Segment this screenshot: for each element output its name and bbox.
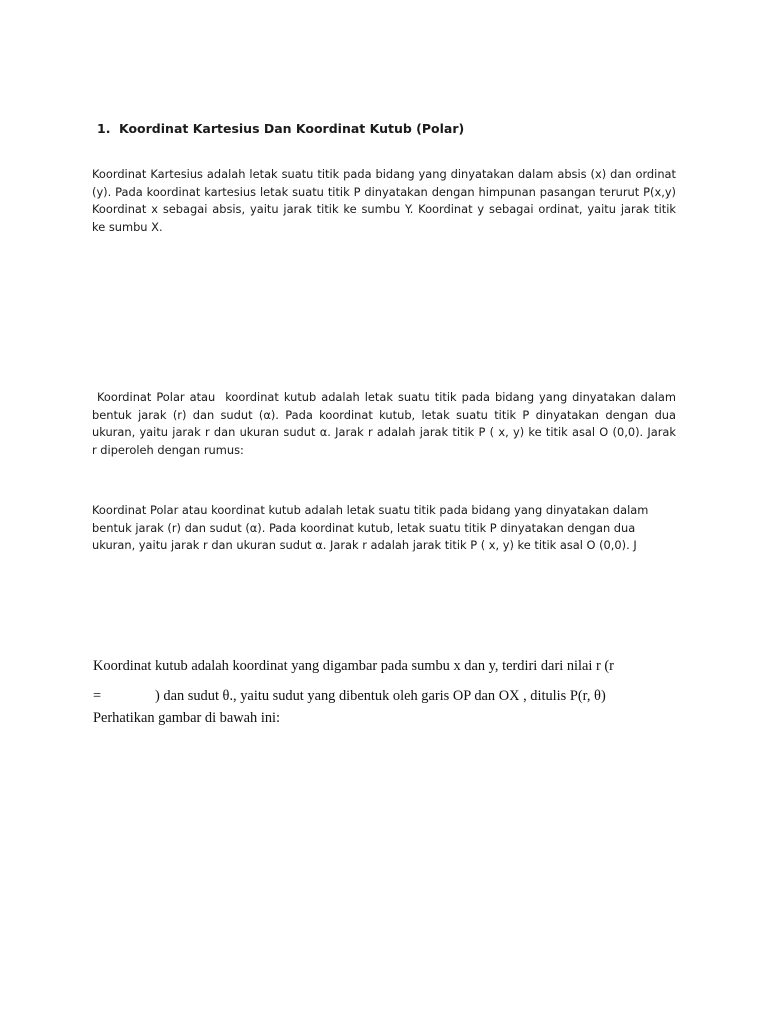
section-title: Koordinat Kartesius Dan Koordinat Kutub (Polar) xyxy=(119,121,465,136)
paragraph-line: Koordinat kutub adalah koordinat yang digambar pada sumbu x dan y, terdiri dari nilai r (r xyxy=(93,658,614,674)
paragraph-line: r diperoleh dengan rumus: xyxy=(92,442,244,457)
paragraph-line: bentuk jarak (r) dan sudut (α). Pada koordinat kutub, letak suatu titik P dinyatakan dengan dua xyxy=(92,520,636,535)
paragraph-line: Koordinat Polar atau koordinat kutub adalah letak suatu titik pada bidang yang dinyatakan dalam xyxy=(92,503,649,517)
paragraph-line: Koordinat Polar atau koordinat kutub adalah letak suatu titik pada bidang yang dinyatakan dalam xyxy=(92,390,676,404)
paragraph-polar-repeat xyxy=(92,502,676,555)
paragraph-line xyxy=(93,688,606,705)
paragraph-line: bentuk jarak (r) dan sudut (α). Pada koordinat kutub, letak suatu titik P dinyatakan dengan dua xyxy=(92,407,676,422)
paragraph-line: ke sumbu X. xyxy=(92,219,163,234)
paragraph-line: ukuran, yaitu jarak r dan ukuran sudut α. Jarak r adalah jarak titik P ( x, y) ke titik asal O (0,0). Jarak xyxy=(92,425,676,439)
equals-sign: = xyxy=(93,688,102,704)
paragraph-cartesian xyxy=(92,166,676,236)
section-number: 1. xyxy=(97,121,111,136)
section-heading xyxy=(97,120,464,138)
paragraph-polar xyxy=(92,389,676,459)
paragraph-line: Perhatikan gambar di bawah ini: xyxy=(93,710,281,726)
paragraph-line-rest: ) dan sudut θ., yaitu sudut yang dibentuk oleh garis OP dan OX , ditulis P(r, θ) xyxy=(155,688,606,704)
paragraph-line: Koordinat Kartesius adalah letak suatu titik pada bidang yang dinyatakan dalam absis (x) dan ordinat xyxy=(92,167,676,181)
paragraph-line: Koordinat x sebagai absis, yaitu jarak titik ke sumbu Y. Koordinat y sebagai ordinat, yaitu jarak titik xyxy=(92,202,676,216)
paragraph-line: ukuran, yaitu jarak r dan ukuran sudut α. Jarak r adalah jarak titik P ( x, y) ke titik asal O (0,0). J xyxy=(92,538,637,552)
paragraph-line: (y). Pada koordinat kartesius letak suatu titik P dinyatakan dengan himpunan pasangan terurut P(x,y) xyxy=(92,184,676,199)
